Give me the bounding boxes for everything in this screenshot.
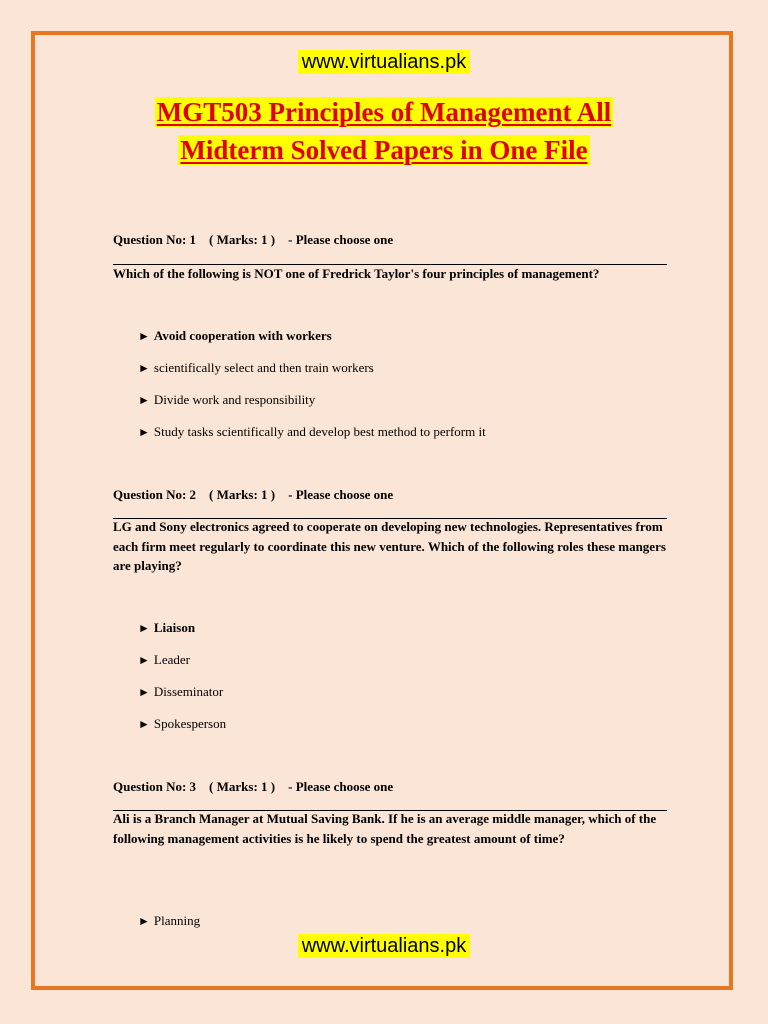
site-link-bottom[interactable] xyxy=(0,934,768,958)
option-label: scientifically select and then train workers xyxy=(153,360,374,375)
question-3-header: Question No: 3 ( Marks: 1 ) - Please choose one xyxy=(113,779,394,794)
site-link-top[interactable] xyxy=(0,50,768,74)
question-2-option-3 xyxy=(138,684,223,700)
option-label: Liaison xyxy=(153,620,196,635)
question-1-text: Which of the following is NOT one of Fredrick Taylor's four principles of management? xyxy=(113,266,600,281)
arrow-icon: ► xyxy=(138,361,150,375)
option-label: Spokesperson xyxy=(153,716,227,731)
arrow-icon: ► xyxy=(138,621,150,635)
question-1-option-1 xyxy=(138,328,332,344)
arrow-icon: ► xyxy=(138,653,150,667)
document-title xyxy=(0,93,768,169)
question-2-text: LG and Sony electronics agreed to cooperate on developing new technologies. Representatives from each firm meet regularly to coordinate this new venture. Which of the following roles these mangers are playing? xyxy=(113,519,666,573)
question-1-option-4 xyxy=(138,424,486,440)
question-2-option-1 xyxy=(138,620,195,636)
title-line-1: MGT503 Principles of Management All xyxy=(156,97,612,127)
site-link-bottom-text[interactable]: www.virtualians.pk xyxy=(298,934,471,958)
site-link-top-text[interactable]: www.virtualians.pk xyxy=(298,50,471,74)
arrow-icon: ► xyxy=(138,685,150,699)
arrow-icon: ► xyxy=(138,425,150,439)
option-label: Study tasks scientifically and develop best method to perform it xyxy=(153,424,486,439)
question-2-header: Question No: 2 ( Marks: 1 ) - Please choose one xyxy=(113,487,394,502)
option-label: Avoid cooperation with workers xyxy=(153,328,332,343)
title-line-2: Midterm Solved Papers in One File xyxy=(180,135,588,165)
arrow-icon: ► xyxy=(138,329,150,343)
question-1-header: Question No: 1 ( Marks: 1 ) - Please choose one xyxy=(113,232,394,247)
arrow-icon: ► xyxy=(138,717,150,731)
question-3-text: Ali is a Branch Manager at Mutual Saving Bank. If he is an average middle manager, which of the following management activities is he likely to spend the greatest amount of time? xyxy=(113,811,657,846)
question-2-option-2 xyxy=(138,652,190,668)
question-1-option-2 xyxy=(138,360,374,376)
arrow-icon: ► xyxy=(138,914,150,928)
option-label: Divide work and responsibility xyxy=(153,392,316,407)
option-label: Leader xyxy=(153,652,190,667)
arrow-icon: ► xyxy=(138,393,150,407)
question-1-option-3 xyxy=(138,392,315,408)
question-3-option-1 xyxy=(138,913,200,929)
question-2-option-4 xyxy=(138,716,226,732)
option-label: Disseminator xyxy=(153,684,224,699)
option-label: Planning xyxy=(153,913,201,928)
